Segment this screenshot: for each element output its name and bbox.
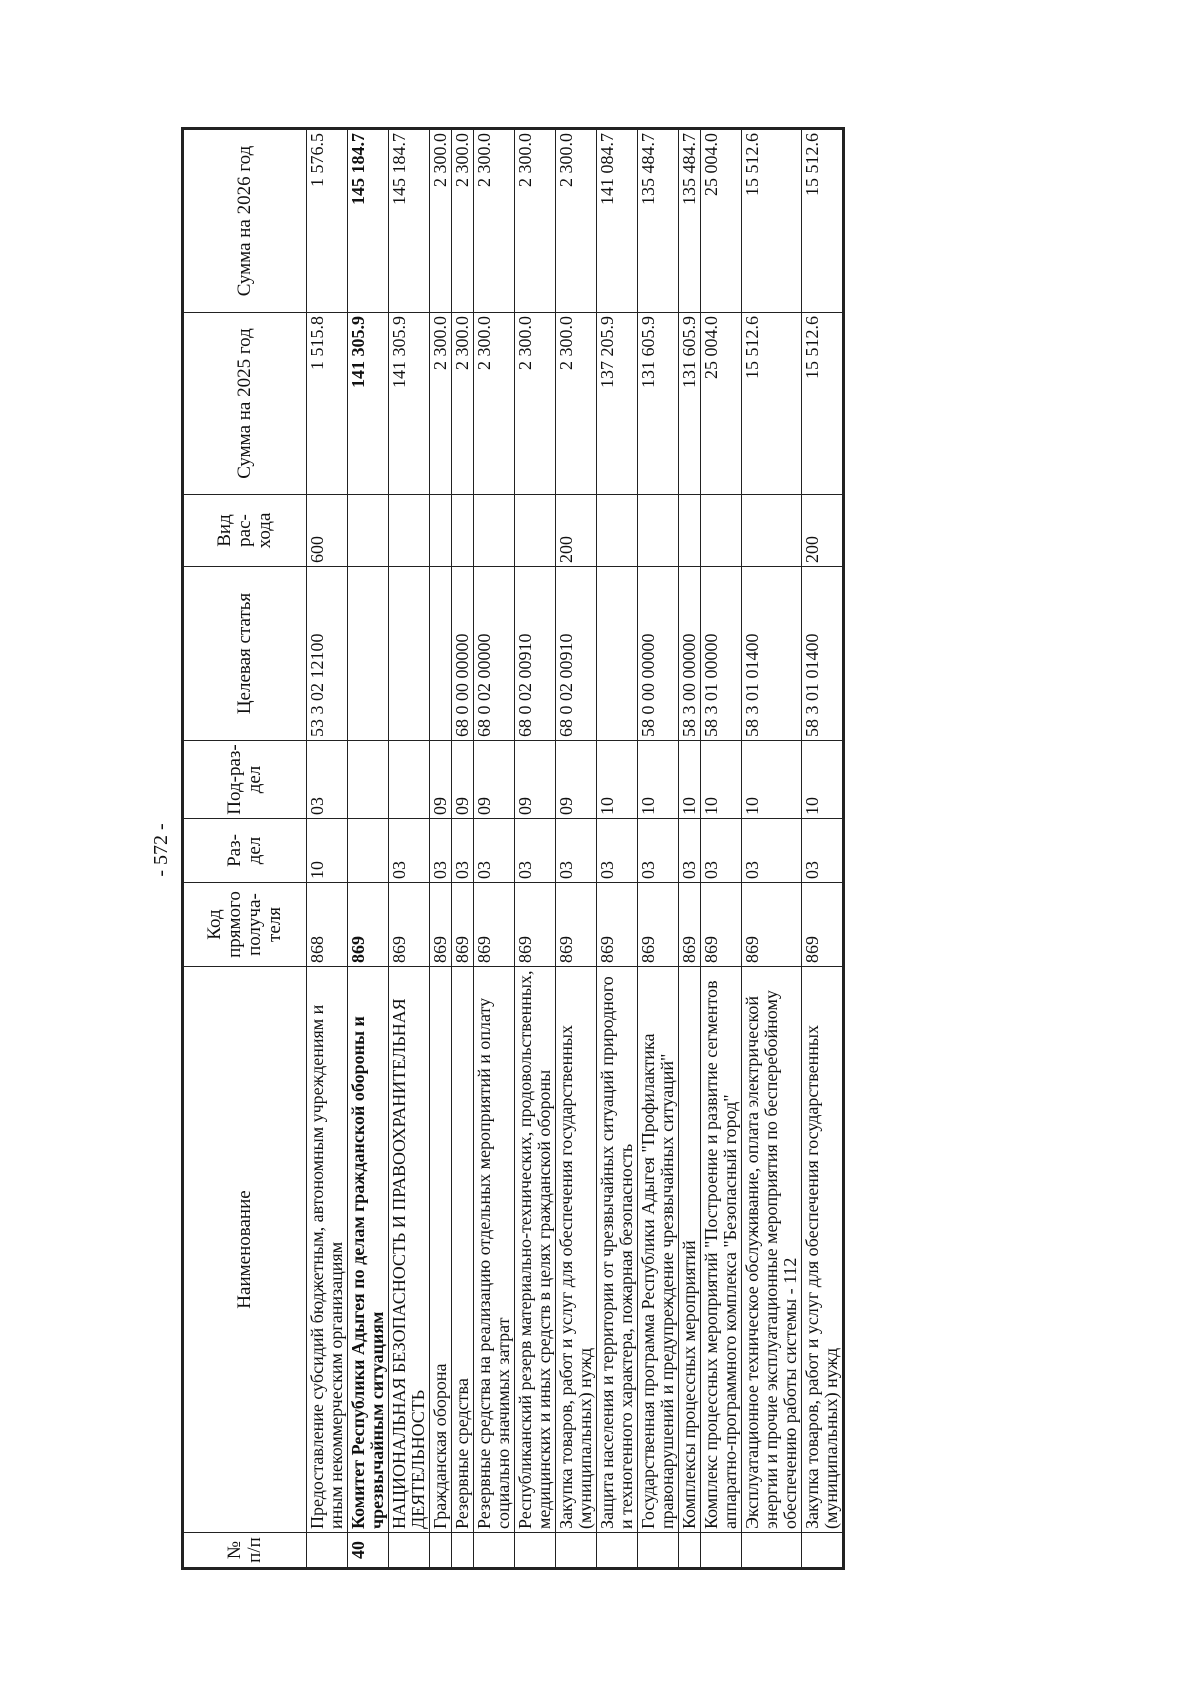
cell-target xyxy=(430,567,452,741)
cell-sum2025: 2 300.0 xyxy=(452,313,474,495)
cell-target: 58 3 00 00000 xyxy=(679,567,701,741)
table-row xyxy=(430,129,452,1569)
cell-target: 53 3 02 12100 xyxy=(307,567,348,741)
cell-sum2026: 2 300.0 xyxy=(556,129,597,313)
cell-sum2026: 2 300.0 xyxy=(430,129,452,313)
cell-subsection: 10 xyxy=(742,741,802,819)
cell-target: 68 0 02 00910 xyxy=(556,567,597,741)
cell-subsection xyxy=(348,741,389,819)
header-no: № п/п xyxy=(183,1533,307,1569)
cell-expense xyxy=(348,495,389,567)
cell-name: Государственная программа Республики Адыгея "Профилактика правонарушений и предупреждение чрезвычайных ситуаций" xyxy=(638,967,679,1533)
table-row xyxy=(597,129,638,1569)
header-recipient: Код прямого получа-теля xyxy=(183,883,307,967)
cell-recipient: 869 xyxy=(348,883,389,967)
cell-expense xyxy=(638,495,679,567)
cell-section: 03 xyxy=(701,819,742,883)
cell-section: 03 xyxy=(389,819,430,883)
cell-name: Предоставление субсидий бюджетным, автономным учреждениям и иным некоммерческим организациям xyxy=(307,967,348,1533)
cell-subsection xyxy=(389,741,430,819)
cell-sum2026: 145 184.7 xyxy=(389,129,430,313)
cell-target xyxy=(389,567,430,741)
cell-no xyxy=(430,1533,452,1569)
cell-recipient: 869 xyxy=(679,883,701,967)
table-row xyxy=(515,129,556,1569)
cell-name: Закупка товаров, работ и услуг для обеспечения государственных (муниципальных) нужд xyxy=(802,967,844,1533)
cell-sum2026: 15 512.6 xyxy=(802,129,844,313)
cell-target xyxy=(597,567,638,741)
cell-subsection: 09 xyxy=(515,741,556,819)
cell-subsection: 10 xyxy=(638,741,679,819)
cell-no xyxy=(389,1533,430,1569)
cell-sum2025: 2 300.0 xyxy=(556,313,597,495)
header-expense: Вид рас-хода xyxy=(183,495,307,567)
cell-sum2025: 2 300.0 xyxy=(474,313,515,495)
cell-recipient: 869 xyxy=(430,883,452,967)
cell-expense xyxy=(679,495,701,567)
cell-sum2025: 141 305.9 xyxy=(389,313,430,495)
cell-subsection: 10 xyxy=(679,741,701,819)
cell-recipient: 869 xyxy=(474,883,515,967)
table-row xyxy=(556,129,597,1569)
cell-sum2025: 131 605.9 xyxy=(679,313,701,495)
cell-section: 03 xyxy=(802,819,844,883)
cell-target: 58 3 01 01400 xyxy=(742,567,802,741)
cell-target: 58 3 01 00000 xyxy=(701,567,742,741)
header-target: Целевая статья xyxy=(183,567,307,741)
table-row xyxy=(307,129,348,1569)
cell-expense: 200 xyxy=(802,495,844,567)
cell-no xyxy=(515,1533,556,1569)
cell-name: Республиканский резерв материально-технических, продовольственных, медицинских и иных средств в целях гражданской обороны xyxy=(515,967,556,1533)
cell-sum2025: 15 512.6 xyxy=(742,313,802,495)
cell-section: 10 xyxy=(307,819,348,883)
table-row xyxy=(802,129,844,1569)
cell-no xyxy=(638,1533,679,1569)
cell-name: Резервные средства xyxy=(452,967,474,1533)
cell-name: Комплексы процессных мероприятий xyxy=(679,967,701,1533)
cell-subsection: 09 xyxy=(474,741,515,819)
cell-expense xyxy=(430,495,452,567)
cell-recipient: 869 xyxy=(701,883,742,967)
page-number: - 572 - xyxy=(150,823,172,877)
cell-section: 03 xyxy=(430,819,452,883)
cell-subsection: 09 xyxy=(452,741,474,819)
cell-recipient: 869 xyxy=(638,883,679,967)
cell-target: 58 3 01 01400 xyxy=(802,567,844,741)
cell-sum2025: 2 300.0 xyxy=(430,313,452,495)
cell-no xyxy=(742,1533,802,1569)
cell-sum2026: 2 300.0 xyxy=(452,129,474,313)
cell-name: Комитет Республики Адыгея по делам гражданской обороны и чрезвычайным ситуациям xyxy=(348,967,389,1533)
table-row xyxy=(474,129,515,1569)
cell-section: 03 xyxy=(515,819,556,883)
cell-sum2025: 1 515.8 xyxy=(307,313,348,495)
document-page xyxy=(141,130,1191,1570)
cell-sum2025: 15 512.6 xyxy=(802,313,844,495)
cell-sum2026: 135 484.7 xyxy=(638,129,679,313)
cell-target: 68 0 02 00910 xyxy=(515,567,556,741)
table-row xyxy=(679,129,701,1569)
cell-subsection: 03 xyxy=(307,741,348,819)
cell-target: 68 0 02 00000 xyxy=(474,567,515,741)
cell-no xyxy=(452,1533,474,1569)
cell-expense xyxy=(515,495,556,567)
cell-sum2025: 141 305.9 xyxy=(348,313,389,495)
cell-expense xyxy=(597,495,638,567)
cell-target xyxy=(348,567,389,741)
cell-name: Гражданская оборона xyxy=(430,967,452,1533)
cell-sum2026: 141 084.7 xyxy=(597,129,638,313)
cell-target: 68 0 00 00000 xyxy=(452,567,474,741)
table-row xyxy=(701,129,742,1569)
cell-subsection: 10 xyxy=(597,741,638,819)
cell-name: Защита населения и территории от чрезвычайных ситуаций природного и техногенного характера, пожарная безопасность xyxy=(597,967,638,1533)
cell-expense xyxy=(474,495,515,567)
cell-target: 58 0 00 00000 xyxy=(638,567,679,741)
cell-section: 03 xyxy=(742,819,802,883)
header-sum2026: Сумма на 2026 год xyxy=(183,129,307,313)
cell-recipient: 869 xyxy=(452,883,474,967)
cell-section: 03 xyxy=(556,819,597,883)
cell-section xyxy=(348,819,389,883)
header-sum2025: Сумма на 2025 год xyxy=(183,313,307,495)
cell-subsection: 09 xyxy=(430,741,452,819)
cell-expense xyxy=(452,495,474,567)
cell-recipient: 869 xyxy=(597,883,638,967)
cell-name: Комплекс процессных мероприятий "Построение и развитие сегментов аппаратно-программного комплекса "Безопасный город" xyxy=(701,967,742,1533)
cell-name: Закупка товаров, работ и услуг для обеспечения государственных (муниципальных) нужд xyxy=(556,967,597,1533)
cell-name: НАЦИОНАЛЬНАЯ БЕЗОПАСНОСТЬ И ПРАВООХРАНИТЕЛЬНАЯ ДЕЯТЕЛЬНОСТЬ xyxy=(389,967,430,1533)
cell-recipient: 869 xyxy=(742,883,802,967)
cell-name: Резервные средства на реализацию отдельных мероприятий и оплату социально значимых затрат xyxy=(474,967,515,1533)
cell-sum2025: 131 605.9 xyxy=(638,313,679,495)
cell-sum2026: 135 484.7 xyxy=(679,129,701,313)
cell-sum2026: 145 184.7 xyxy=(348,129,389,313)
cell-recipient: 869 xyxy=(556,883,597,967)
cell-recipient: 868 xyxy=(307,883,348,967)
cell-sum2025: 25 004.0 xyxy=(701,313,742,495)
budget-table xyxy=(181,127,845,1570)
table-row xyxy=(389,129,430,1569)
cell-sum2025: 2 300.0 xyxy=(515,313,556,495)
cell-recipient: 869 xyxy=(515,883,556,967)
cell-no xyxy=(701,1533,742,1569)
cell-sum2026: 2 300.0 xyxy=(474,129,515,313)
cell-section: 03 xyxy=(474,819,515,883)
cell-no xyxy=(474,1533,515,1569)
cell-sum2026: 2 300.0 xyxy=(515,129,556,313)
cell-no xyxy=(597,1533,638,1569)
cell-no xyxy=(556,1533,597,1569)
cell-expense xyxy=(742,495,802,567)
cell-expense: 600 xyxy=(307,495,348,567)
cell-no xyxy=(802,1533,844,1569)
cell-section: 03 xyxy=(452,819,474,883)
cell-subsection: 09 xyxy=(556,741,597,819)
cell-name: Эксплуатационное техническое обслуживание, оплата электрической энергии и прочие эксплуатационные мероприятия по бесперебойному обеспечению работы системы - 112 xyxy=(742,967,802,1533)
table-row xyxy=(742,129,802,1569)
cell-section: 03 xyxy=(679,819,701,883)
cell-sum2025: 137 205.9 xyxy=(597,313,638,495)
cell-expense xyxy=(701,495,742,567)
cell-expense xyxy=(389,495,430,567)
cell-sum2026: 1 576.5 xyxy=(307,129,348,313)
cell-sum2026: 25 004.0 xyxy=(701,129,742,313)
cell-section: 03 xyxy=(597,819,638,883)
cell-subsection: 10 xyxy=(802,741,844,819)
cell-section: 03 xyxy=(638,819,679,883)
cell-recipient: 869 xyxy=(389,883,430,967)
cell-recipient: 869 xyxy=(802,883,844,967)
cell-no xyxy=(307,1533,348,1569)
cell-expense: 200 xyxy=(556,495,597,567)
table-row xyxy=(452,129,474,1569)
header-section: Раз-дел xyxy=(183,819,307,883)
cell-subsection: 10 xyxy=(701,741,742,819)
table-header-row xyxy=(183,129,307,1569)
header-name: Наименование xyxy=(183,967,307,1533)
cell-sum2026: 15 512.6 xyxy=(742,129,802,313)
header-subsection: Под-раз-дел xyxy=(183,741,307,819)
table-row xyxy=(638,129,679,1569)
cell-no: 40 xyxy=(348,1533,389,1569)
table-row xyxy=(348,129,389,1569)
cell-no xyxy=(679,1533,701,1569)
